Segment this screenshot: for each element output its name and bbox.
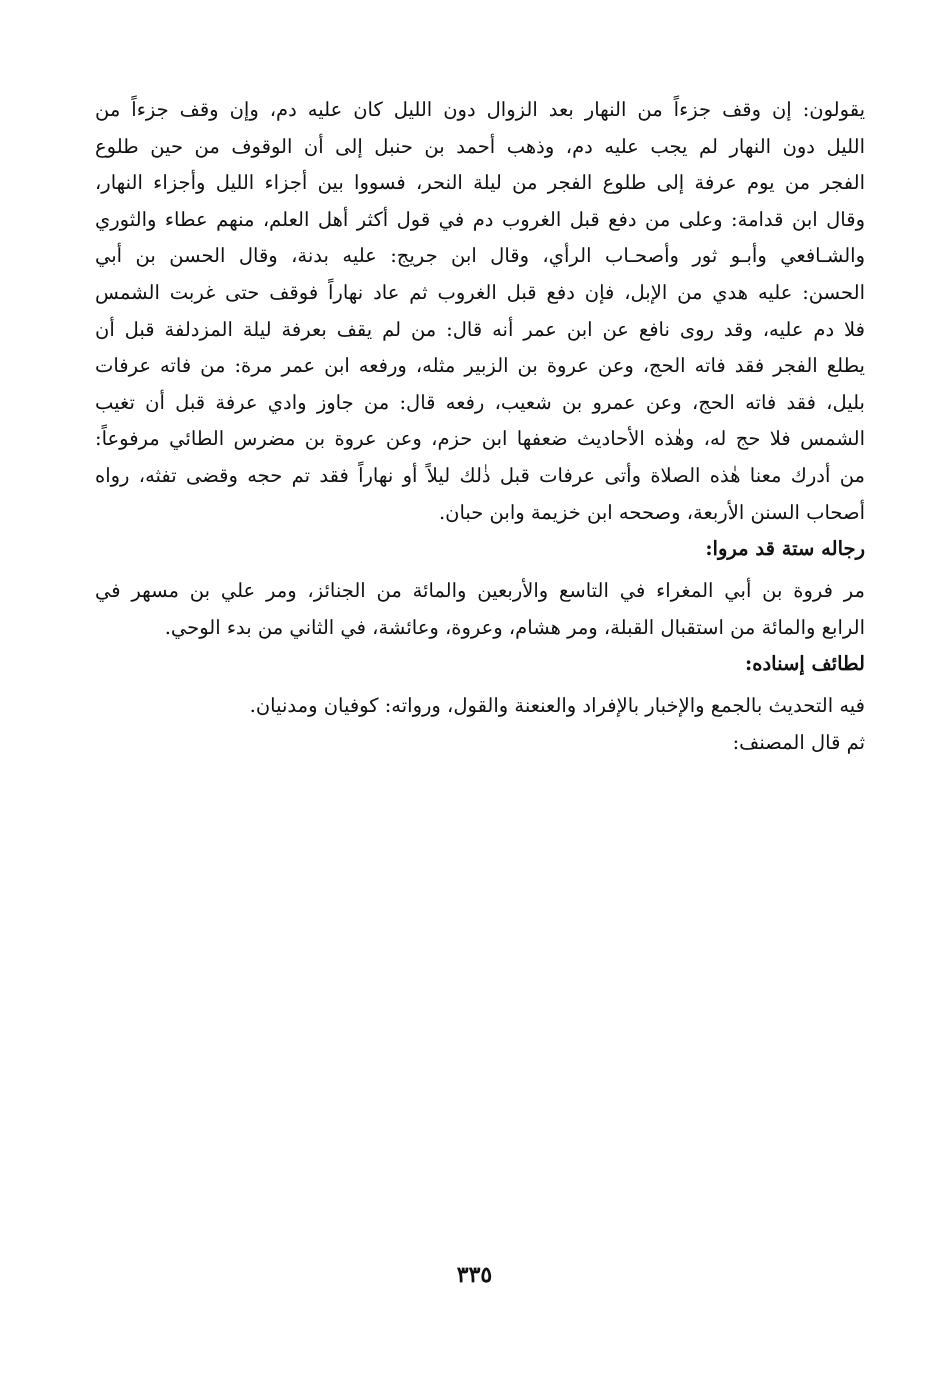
text-line: فيه التحديث بالجمع والإخبار بالإفراد والعنعنة والقول، ورواته: كوفيان ومدنيان. [249, 694, 865, 718]
paragraph-1 [95, 92, 865, 531]
section-heading-narrators: رجاله ستة قد مروا: [705, 537, 865, 561]
text-line: الحسن: عليه هدي من الإبل، فإن دفع قبل الغروب ثم عاد نهاراً فوقف حتى غربت الشمس [95, 280, 865, 304]
text-line: يقولون: إن وقف جزءاً من النهار بعد الزوال دون الليل كان عليه دم، وإن وقف جزءاً من [95, 98, 865, 121]
text-line: من أدرك معنا هٰذه الصلاة وأتى عرفات قبل ذٰلك ليلاً أو نهاراً فقد تم حجه وقضى تفثه، رواه [95, 463, 865, 487]
text-line: الشمس فلا حج له، وهٰذه الأحاديث ضعفها ابن حزم، وعن عروة بن مضرس الطائي مرفوعاً: [95, 427, 865, 451]
page-number: ٣٣٥ [456, 1262, 493, 1288]
text-line: مر فروة بن أبي المغراء في التاسع والأربعين والمائة من الجنائز، ومر علي بن مسهر في [95, 579, 865, 603]
paragraph-3 [95, 688, 865, 725]
section-heading-isnad: لطائف إسناده: [745, 652, 865, 676]
text-line: والشـافعي وأبـو ثور وأصحـاب الرأي، وقال ابن جريج: عليه بدنة، وقال الحسن بن أبي [95, 244, 865, 268]
text-line: وقال ابن قدامة: وعلى من دفع قبل الغروب دم في قول أكثر أهل العلم، منهم عطاء والثوري [95, 207, 865, 231]
text-line: الفجر من يوم عرفة إلى طلوع الفجر من ليلة النحر، فسووا بين أجزاء الليل وأجزاء النهار، [95, 171, 865, 195]
text-line: الرابع والمائة من استقبال القبلة، ومر هشام، وعروة، وعائشة، في الثاني من بدء الوحي. [164, 615, 865, 639]
closing-line: ثم قال المصنف: [732, 730, 865, 754]
text-line: يطلع الفجر فقد فاته الحج، وعن عروة بن الزبير مثله، ورفعه ابن عمر مرة: من فاته عرفات [95, 354, 865, 378]
text-line: الليل دون النهار لم يجب عليه دم، وذهب أحمد بن حنبل إلى أن الوقوف من حين طلوع [95, 134, 865, 158]
page-body [95, 92, 865, 762]
text-line: فلا دم عليه، وقد روى نافع عن ابن عمر أنه قال: من لم يقف بعرفة ليلة المزدلفة قبل أن [95, 317, 865, 341]
paragraph-2 [95, 573, 865, 646]
text-line: أصحاب السنن الأربعة، وصححه ابن خزيمة وابن حبان. [438, 500, 865, 524]
text-line: بليل، فقد فاته الحج، وعن عمرو بن شعيب، رفعه قال: من جاوز وادي عرفة قبل أن تغيب [95, 390, 865, 414]
